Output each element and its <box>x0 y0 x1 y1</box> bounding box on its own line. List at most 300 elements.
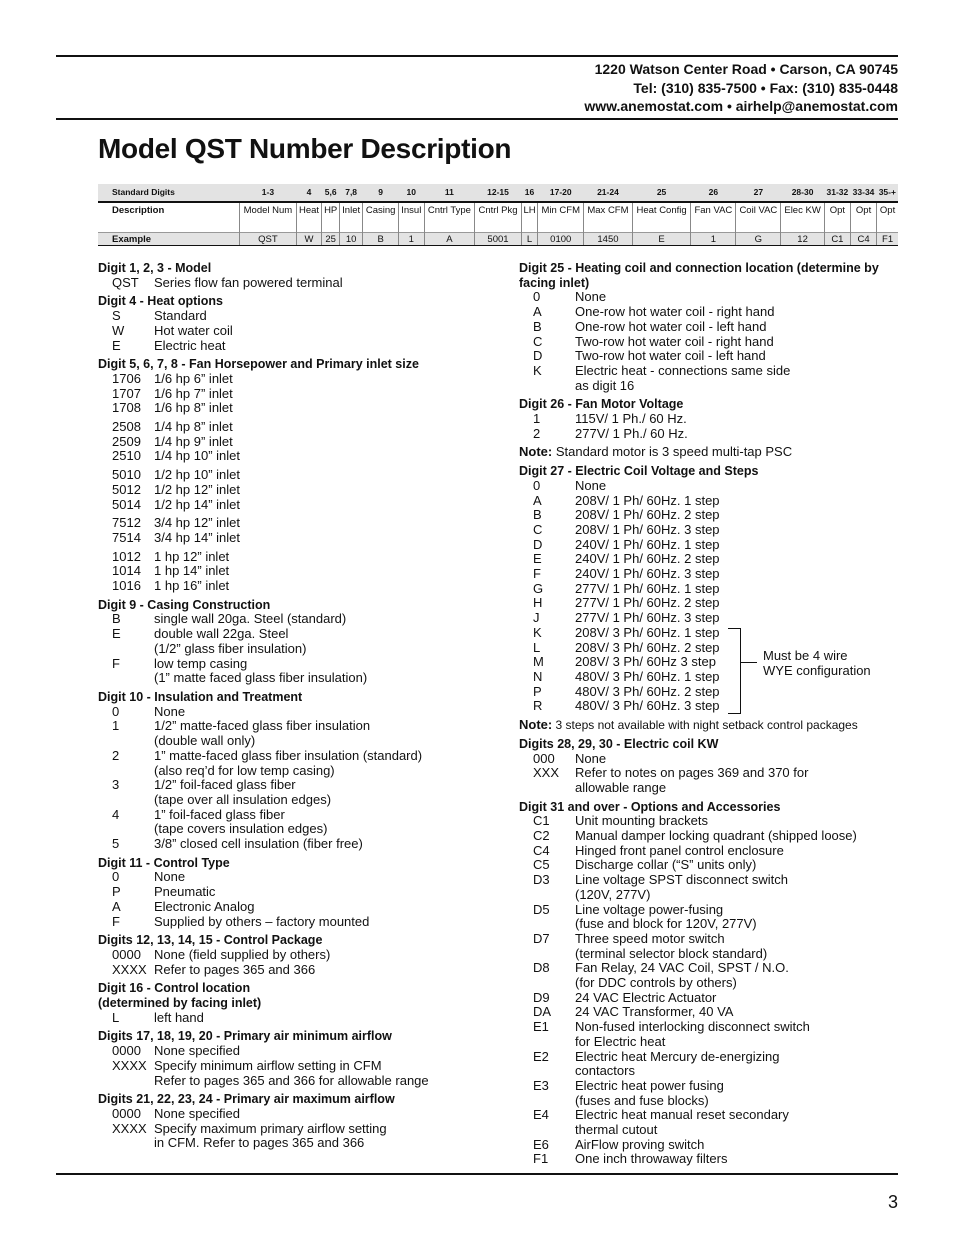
col-example-cell: 25 <box>322 233 340 246</box>
item-description: None specified <box>154 1043 240 1059</box>
item-description: 240V/ 1 Ph/ 60Hz. 2 step <box>575 551 720 567</box>
page-title: Model QST Number Description <box>98 133 512 164</box>
item-description: 480V/ 3 Ph/ 60Hz. 1 step <box>575 668 720 684</box>
col-example-cell: 5001 <box>475 233 521 246</box>
item-description: One-row hot water coil - right hand <box>575 304 775 320</box>
item-description: One inch throwaway filters <box>575 1151 728 1167</box>
col-desc-cell: LH <box>521 202 538 233</box>
web-email[interactable]: www.anemostat.com • airhelp@anemostat.com <box>584 98 898 114</box>
item-code: S <box>112 308 121 324</box>
col-desc-cell: HP <box>322 202 340 233</box>
code-item <box>98 915 498 930</box>
col-desc-cell: Max CFM <box>584 202 633 233</box>
item-code: 5012 <box>112 481 141 497</box>
col-desc-cell: Heat Config <box>632 202 691 233</box>
code-item <box>519 582 904 597</box>
digit-section <box>98 1092 498 1151</box>
code-item <box>98 870 498 885</box>
item-description: 24 VAC Electric Actuator <box>575 989 717 1005</box>
code-item <box>98 749 498 778</box>
item-code: C5 <box>533 857 550 873</box>
item-description: Hinged front panel control enclosure <box>575 842 784 858</box>
item-code: D3 <box>533 872 550 888</box>
item-description: Manual damper locking quadrant (shipped loose) <box>575 828 857 844</box>
model-code-table <box>98 184 898 246</box>
item-description: 277V/ 1 Ph/ 60Hz. 3 step <box>575 610 720 626</box>
code-item <box>98 719 498 748</box>
digit-section <box>98 357 498 594</box>
code-item <box>519 494 904 509</box>
digit-section <box>98 690 498 852</box>
item-description: Specify maximum primary airflow setting in CFM. Refer to pages 365 and 366 <box>154 1120 387 1151</box>
page-number: 3 <box>887 1192 898 1212</box>
item-description: None <box>575 289 607 305</box>
item-description: 1/2” foil-faced glass fiber (tape over all insulation edges) <box>154 777 332 807</box>
col-digits-cell: 5,6 <box>322 184 340 202</box>
item-code: 5010 <box>112 467 141 483</box>
code-item <box>98 900 498 915</box>
row-label-digits: Standard Digits <box>98 184 240 202</box>
code-item <box>98 885 498 900</box>
note-text: Standard motor is 3 speed multi-tap PSC <box>552 444 793 460</box>
section-heading: Digit 16 - Control location (determined by facing inlet) <box>98 981 262 1011</box>
row-label-example: Example <box>98 233 240 246</box>
item-code: D8 <box>533 960 550 976</box>
item-code: J <box>533 610 540 626</box>
section-heading: Digit 25 - Heating coil and connection location (determine by facing inlet) <box>519 261 879 290</box>
item-description: Two-row hot water coil - left hand <box>575 348 766 364</box>
item-code: D <box>533 536 543 552</box>
code-item <box>98 778 498 807</box>
item-description: 1/2 hp 12” inlet <box>154 481 241 497</box>
note-text: 3 steps not available with night setback control packages <box>552 718 858 733</box>
item-code: E <box>112 337 121 353</box>
item-code: A <box>112 898 121 914</box>
item-code: 1 <box>533 411 541 427</box>
col-digits-cell: 28-30 <box>781 184 824 202</box>
col-digits-cell: 11 <box>424 184 475 202</box>
code-item <box>98 483 498 498</box>
item-description: 208V/ 1 Ph/ 60Hz. 2 step <box>575 507 720 523</box>
col-digits-cell: 12-15 <box>475 184 521 202</box>
item-description: One-row hot water coil - left hand <box>575 318 767 334</box>
item-code: R <box>533 698 543 714</box>
code-item <box>519 1079 904 1108</box>
item-description: 277V/ 1 Ph/ 60Hz. 1 step <box>575 580 720 596</box>
col-desc-cell: Opt <box>877 202 898 233</box>
code-item <box>519 932 904 961</box>
item-code: E6 <box>533 1136 549 1152</box>
phone-fax: Tel: (310) 835-7500 • Fax: (310) 835-0448 <box>633 79 898 96</box>
wye-group <box>519 626 904 714</box>
code-item <box>519 427 904 442</box>
code-item <box>519 523 904 538</box>
item-description: 1/6 hp 8” inlet <box>154 400 233 416</box>
item-description: AirFlow proving switch <box>575 1136 705 1152</box>
code-item <box>98 808 498 837</box>
section-heading: Digits 28, 29, 30 - Electric coil KW <box>519 736 719 751</box>
col-desc-cell: Heat <box>296 202 321 233</box>
item-description: None specified <box>154 1105 240 1121</box>
item-code: A <box>533 304 542 320</box>
item-code: 0 <box>112 869 120 885</box>
item-code: 000 <box>533 750 555 766</box>
section-heading: Digits 17, 18, 19, 20 - Primary air minimum airflow <box>98 1029 392 1044</box>
item-code: P <box>533 683 542 699</box>
item-description: left hand <box>154 1009 204 1025</box>
code-item <box>519 349 904 364</box>
code-item <box>98 420 498 435</box>
item-description: 1 hp 12” inlet <box>154 548 230 564</box>
section-heading: Digits 12, 13, 14, 15 - Control Package <box>98 933 323 948</box>
code-item <box>98 1059 498 1088</box>
col-desc-cell: Cntrl Pkg <box>475 202 521 233</box>
item-description: Fan Relay, 24 VAC Coil, SPST / N.O. (for DDC controls by others) <box>575 960 789 991</box>
wye-bracket-tick <box>740 662 757 663</box>
col-example-cell: G <box>736 233 781 246</box>
item-description: 1/4 hp 10” inlet <box>154 448 241 464</box>
col-example-cell: 1 <box>691 233 736 246</box>
item-code: K <box>533 624 542 640</box>
digit-section <box>98 1029 498 1088</box>
item-description: Electronic Analog <box>154 898 255 914</box>
code-item <box>98 387 498 402</box>
code-item <box>98 657 498 686</box>
item-description: 115V/ 1 Ph./ 60 Hz. <box>575 411 687 427</box>
item-code: K <box>533 362 542 378</box>
item-description: 240V/ 1 Ph/ 60Hz. 3 step <box>575 566 720 582</box>
item-code: G <box>533 580 544 596</box>
code-item <box>98 612 498 627</box>
right-column <box>519 261 904 1167</box>
item-description: 208V/ 1 Ph/ 60Hz. 1 step <box>575 492 720 508</box>
code-item <box>519 903 904 932</box>
item-description: Non-fused interlocking disconnect switch for Electric heat <box>575 1019 810 1049</box>
col-digits-cell: 16 <box>521 184 538 202</box>
col-desc-cell: Coil VAC <box>736 202 781 233</box>
section-heading: Digit 5, 6, 7, 8 - Fan Horsepower and Primary inlet size <box>98 357 419 372</box>
code-item <box>519 1005 904 1020</box>
item-description: Electric heat - connections same side as digit 16 <box>575 362 791 393</box>
col-desc-cell: Casing <box>363 202 399 233</box>
footer-rule <box>56 1173 898 1175</box>
item-description: Pneumatic <box>154 884 216 900</box>
section-heading: Digit 1, 2, 3 - Model <box>98 261 212 275</box>
item-code: B <box>112 611 121 627</box>
code-item <box>98 705 498 720</box>
item-description: 208V/ 3 Ph/ 60Hz. 1 step <box>575 624 720 640</box>
col-digits-cell: 4 <box>296 184 321 202</box>
code-item <box>519 829 904 844</box>
item-description: None <box>575 750 607 766</box>
item-code: XXX <box>533 765 560 781</box>
col-digits-cell: 33-34 <box>850 184 876 202</box>
col-digits-cell: 31-32 <box>824 184 850 202</box>
note-steps <box>519 718 904 733</box>
col-example-cell: F1 <box>877 233 898 246</box>
item-code: 1012 <box>112 548 141 564</box>
col-example-cell: 10 <box>340 233 363 246</box>
code-item <box>519 1108 904 1137</box>
code-item <box>519 596 904 611</box>
item-code: N <box>533 668 543 684</box>
item-description: 277V/ 1 Ph./ 60 Hz. <box>575 425 688 441</box>
digit-31-section <box>519 800 904 1168</box>
wye-note: Must be 4 wire WYE configuration <box>763 647 871 678</box>
code-item <box>519 412 904 427</box>
item-code: D <box>533 348 543 364</box>
item-code: E <box>533 551 542 567</box>
item-code: 2508 <box>112 419 141 435</box>
item-description: 1/4 hp 9” inlet <box>154 433 233 449</box>
item-description: Standard <box>154 308 207 324</box>
item-description: Specify minimum airflow setting in CFM Refer to pages 365 and 366 for allowable range <box>154 1057 429 1088</box>
section-heading: Digit 27 - Electric Coil Voltage and Steps <box>519 464 759 479</box>
code-item <box>98 468 498 483</box>
left-column <box>98 261 498 1151</box>
item-description: Unit mounting brackets <box>575 813 708 829</box>
address: 1220 Watson Center Road • Carson, CA 90745 <box>594 61 898 77</box>
item-code: 0000 <box>112 1043 141 1059</box>
item-code: 7512 <box>112 515 141 531</box>
item-description: Electric heat power fusing (fuses and fuse blocks) <box>575 1077 724 1108</box>
item-description: 208V/ 3 Ph/ 60Hz. 2 step <box>575 639 720 655</box>
note-label: Note: <box>519 444 553 460</box>
item-description: 1/2” matte-faced glass fiber insulation (double wall only) <box>154 718 371 749</box>
code-item <box>98 372 498 387</box>
digit-25-section <box>519 261 904 393</box>
item-code: A <box>533 492 542 508</box>
code-item <box>519 873 904 902</box>
col-digits-cell: 10 <box>399 184 424 202</box>
code-item <box>98 948 498 963</box>
item-code: 2510 <box>112 448 141 464</box>
code-item <box>519 844 904 859</box>
code-item <box>98 579 498 594</box>
code-item <box>98 276 498 291</box>
col-example-cell: QST <box>240 233 297 246</box>
item-code: 0000 <box>112 1105 141 1121</box>
item-description: 480V/ 3 Ph/ 60Hz. 2 step <box>575 683 720 699</box>
col-digits-cell: 35-+ <box>877 184 898 202</box>
col-digits-cell: 27 <box>736 184 781 202</box>
section-heading: Digit 4 - Heat options <box>98 294 223 309</box>
col-example-cell: B <box>363 233 399 246</box>
item-description: 480V/ 3 Ph/ 60Hz. 3 step <box>575 698 720 714</box>
col-desc-cell: Cntrl Type <box>424 202 475 233</box>
item-code: C1 <box>533 813 550 829</box>
code-item <box>519 766 904 795</box>
code-item <box>98 435 498 450</box>
col-example-cell: E <box>632 233 691 246</box>
section-heading: Digits 21, 22, 23, 24 - Primary air maximum airflow <box>98 1092 395 1107</box>
item-description: 1 hp 14” inlet <box>154 563 230 579</box>
digit-section <box>98 933 498 977</box>
col-example-cell: 0100 <box>538 233 584 246</box>
code-item <box>98 837 498 852</box>
top-rule <box>56 55 898 57</box>
item-description: Series flow fan powered terminal <box>154 274 343 290</box>
item-code: E2 <box>533 1048 549 1064</box>
item-code: 5 <box>112 836 120 852</box>
item-description: None (field supplied by others) <box>154 946 331 962</box>
item-code: 0 <box>533 477 541 493</box>
col-desc-cell: Model Num <box>240 202 297 233</box>
item-code: F1 <box>533 1151 549 1167</box>
col-desc-cell: Min CFM <box>538 202 584 233</box>
item-description: double wall 22ga. Steel (1/2” glass fiber insulation) <box>154 626 307 656</box>
digit-section <box>98 598 498 686</box>
item-code: M <box>533 654 544 670</box>
item-code: 1707 <box>112 385 141 401</box>
item-code: 1 <box>112 718 120 734</box>
item-code: D5 <box>533 901 550 917</box>
section-heading: Digit 31 and over - Options and Accessories <box>519 799 781 814</box>
item-description: 1/2 hp 14” inlet <box>154 496 241 512</box>
code-item <box>98 401 498 416</box>
item-description: 208V/ 1 Ph/ 60Hz. 3 step <box>575 521 720 537</box>
col-digits-cell: 7,8 <box>340 184 363 202</box>
item-description: Electric heat Mercury de-energizing contactors <box>575 1048 780 1079</box>
digit-section <box>98 294 498 353</box>
item-code: 7514 <box>112 529 141 545</box>
col-example-cell: L <box>521 233 538 246</box>
item-code: XXXX <box>112 1057 147 1073</box>
code-item <box>98 531 498 546</box>
col-digits-cell: 21-24 <box>584 184 633 202</box>
digit-section <box>98 856 498 930</box>
item-code: P <box>112 884 121 900</box>
digit-27-section <box>519 464 904 714</box>
item-code: D7 <box>533 930 550 946</box>
item-code: E1 <box>533 1019 549 1035</box>
item-description: Electric heat <box>154 337 226 353</box>
item-code: C <box>533 521 543 537</box>
item-description: 24 VAC Transformer, 40 VA <box>575 1004 734 1020</box>
code-item <box>519 567 904 582</box>
code-item <box>98 627 498 656</box>
item-code: L <box>533 639 541 655</box>
row-label-description: Description <box>112 205 165 216</box>
col-example-cell: W <box>296 233 321 246</box>
item-description: Line voltage SPST disconnect switch (120V, 277V) <box>575 872 788 902</box>
code-item <box>519 626 904 641</box>
digit-section <box>98 261 498 290</box>
code-item <box>519 305 904 320</box>
item-description: 1/6 hp 6” inlet <box>154 370 233 386</box>
code-item <box>519 611 904 626</box>
col-desc-cell: Elec KW <box>781 202 824 233</box>
item-code: XXXX <box>112 1120 147 1136</box>
item-code: C2 <box>533 828 550 844</box>
item-description: 1/2 hp 10” inlet <box>154 467 241 483</box>
code-item <box>98 498 498 513</box>
code-item <box>98 963 498 978</box>
col-example-cell: 1450 <box>584 233 633 246</box>
col-example-cell: C4 <box>850 233 876 246</box>
item-description: 3/8” closed cell insulation (fiber free) <box>154 836 363 852</box>
item-code: C4 <box>533 842 550 858</box>
col-digits-cell: 17-20 <box>538 184 584 202</box>
code-item <box>519 814 904 829</box>
code-item <box>519 552 904 567</box>
item-description: 3/4 hp 12” inlet <box>154 515 241 531</box>
digit-section <box>98 981 498 1025</box>
wye-bracket <box>728 628 741 714</box>
col-digits-cell: 26 <box>691 184 736 202</box>
col-desc-cell: Fan VAC <box>691 202 736 233</box>
item-description: 1” matte-faced glass fiber insulation (standard) (also req’d for low temp casing) <box>154 747 423 778</box>
code-item <box>98 324 498 339</box>
code-item <box>519 335 904 350</box>
code-item <box>98 550 498 565</box>
item-code: F <box>112 655 120 671</box>
col-digits-cell: 25 <box>632 184 691 202</box>
code-item <box>519 1020 904 1049</box>
item-code: 1014 <box>112 563 141 579</box>
item-code: 2 <box>533 425 541 441</box>
item-description: Two-row hot water coil - right hand <box>575 333 774 349</box>
code-item <box>519 1152 904 1167</box>
header-rule <box>56 118 898 120</box>
col-desc-cell: Insul <box>399 202 424 233</box>
company-header <box>584 60 898 116</box>
digit-28-section <box>519 737 904 796</box>
col-desc-cell: Opt <box>824 202 850 233</box>
item-description: None <box>575 477 607 493</box>
note-motor <box>519 445 904 460</box>
item-description: 1/4 hp 8” inlet <box>154 419 233 435</box>
col-desc-cell: Inlet <box>340 202 363 233</box>
item-code: 0 <box>112 703 120 719</box>
item-description: 3/4 hp 14” inlet <box>154 529 241 545</box>
item-code: 1706 <box>112 370 141 386</box>
code-item <box>519 1138 904 1153</box>
col-digits-cell: 9 <box>363 184 399 202</box>
item-code: 2509 <box>112 433 141 449</box>
item-code: W <box>112 322 125 338</box>
item-description: Electric heat manual reset secondary thermal cutout <box>575 1107 789 1138</box>
item-description: Refer to notes on pages 369 and 370 for allowable range <box>575 765 809 795</box>
item-description: Refer to pages 365 and 366 <box>154 961 316 977</box>
item-description: low temp casing (1” matte faced glass fiber insulation) <box>154 655 368 686</box>
col-example-cell: C1 <box>824 233 850 246</box>
code-item <box>98 449 498 464</box>
item-description: None <box>154 869 186 885</box>
item-code: B <box>533 318 542 334</box>
item-description: Supplied by others – factory mounted <box>154 913 370 929</box>
item-code: QST <box>112 274 139 290</box>
code-item <box>519 508 904 523</box>
code-item <box>519 858 904 873</box>
code-item <box>98 1107 498 1122</box>
item-code: 0000 <box>112 946 141 962</box>
code-item <box>98 339 498 354</box>
col-desc-cell: Opt <box>850 202 876 233</box>
code-item <box>519 538 904 553</box>
col-example-cell: A <box>424 233 475 246</box>
item-code: D9 <box>533 989 550 1005</box>
code-item <box>519 961 904 990</box>
code-item <box>519 320 904 335</box>
item-code: F <box>112 913 120 929</box>
note-label: Note: <box>519 717 553 733</box>
item-code: 1708 <box>112 400 141 416</box>
code-item <box>519 290 904 305</box>
item-code: 5014 <box>112 496 141 512</box>
code-item <box>519 364 904 393</box>
section-heading: Digit 10 - Insulation and Treatment <box>98 689 303 704</box>
